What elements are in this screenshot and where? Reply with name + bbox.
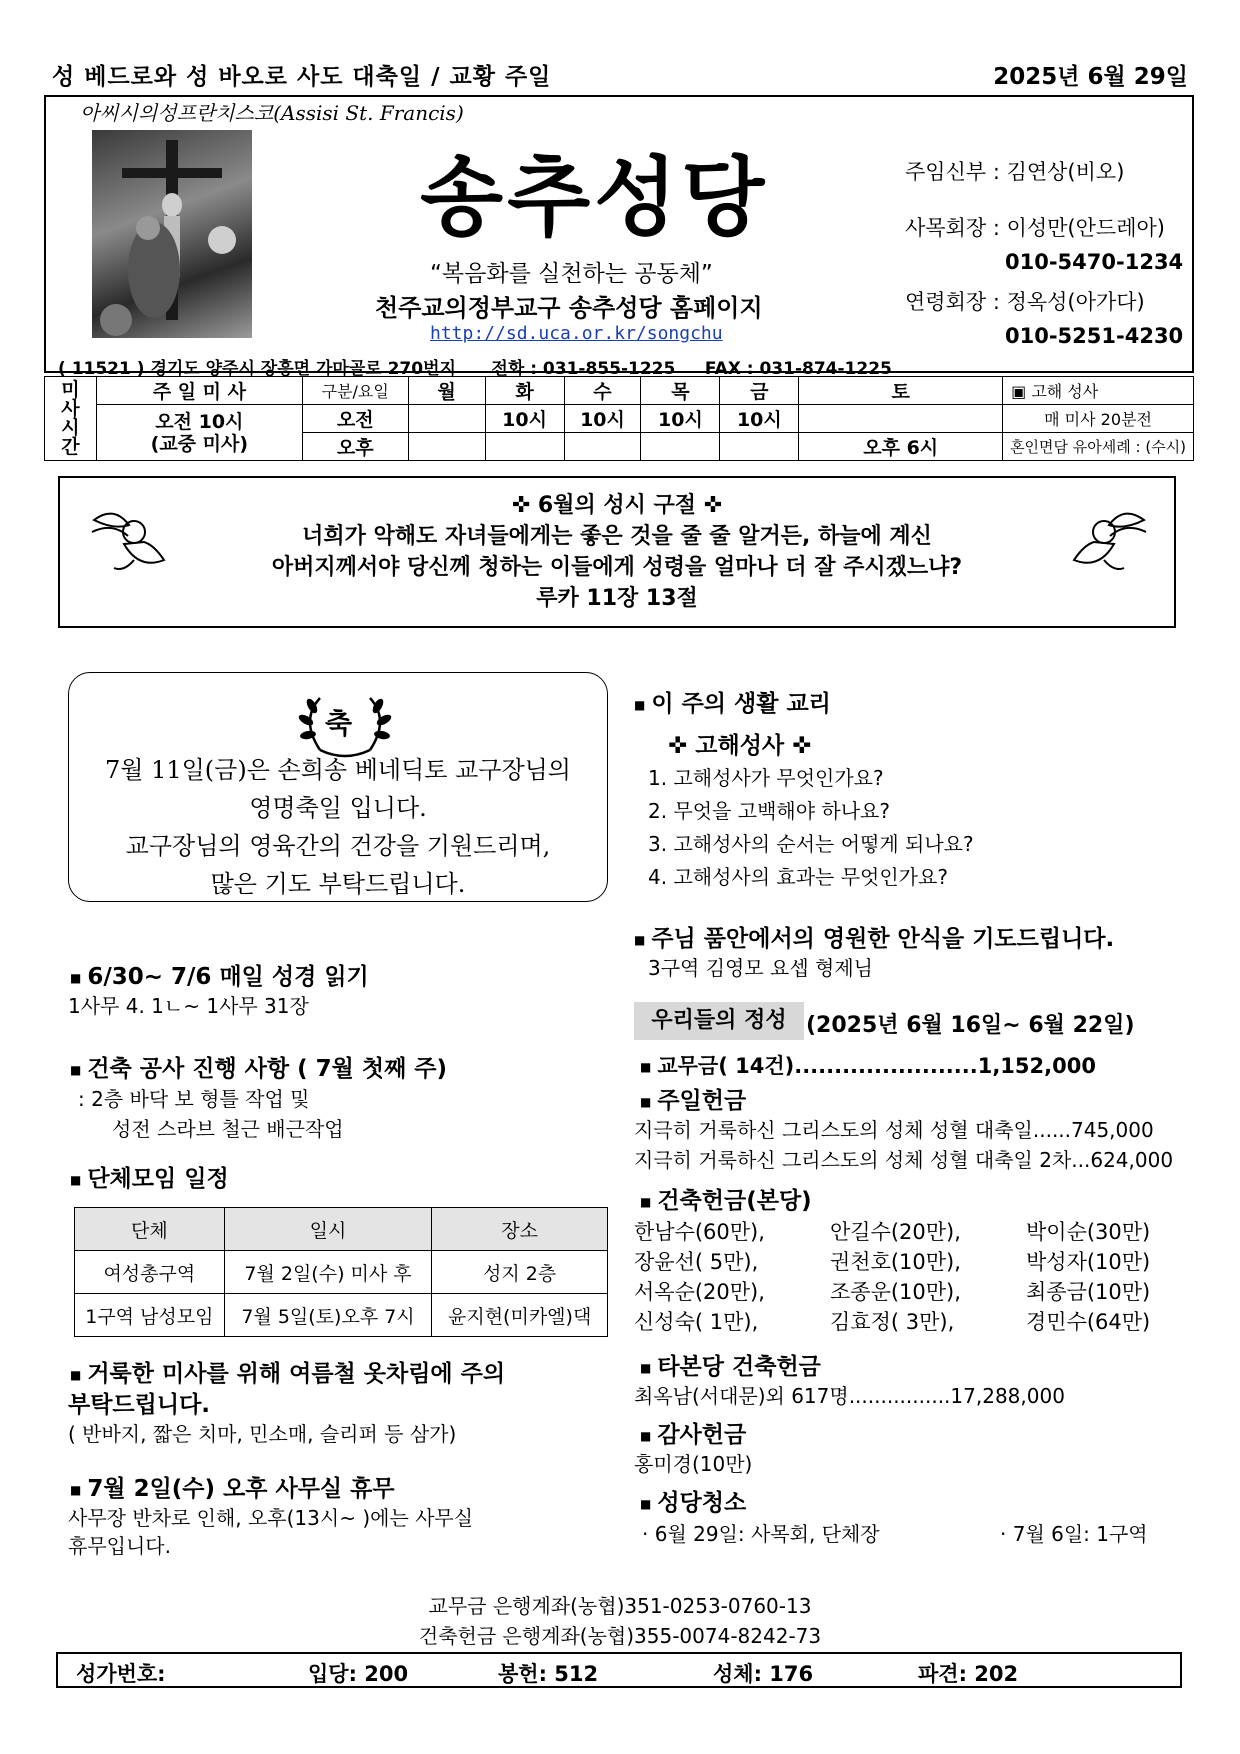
am-mon [408, 405, 485, 433]
cleaning-item-1: · 6월 29일: 사목회, 단체장 [642, 1522, 880, 1546]
list-item: 장윤선( 5만), [634, 1250, 759, 1274]
doctrine-item-3: 3. 고해성사의 순서는 어떻게 되나요? [648, 832, 974, 856]
hymn-label: 성가번호: [76, 1662, 166, 1686]
angel-right-icon [1064, 500, 1154, 580]
council-president: 사목회장 : 이성만(안드레아) [905, 216, 1165, 240]
doctrine-item-2: 2. 무엇을 고백해야 하나요? [648, 799, 890, 823]
building-donor-list [634, 1217, 1174, 1337]
monthly-verse-box [58, 476, 1176, 628]
sunday-mass-header: 주 일 미 사 [96, 377, 302, 405]
confession-title: ▣ 고해 성사 [1003, 377, 1194, 405]
list-item: 안길수(20만), [830, 1220, 961, 1244]
doctrine-title: ■ 이 주의 생활 교리 [634, 685, 831, 718]
day-wed: 수 [564, 377, 641, 405]
pm-fri [720, 433, 799, 461]
doctrine-item-1: 1. 고해성사가 무엇인가요? [648, 766, 884, 790]
day-mon: 월 [408, 377, 485, 405]
pm-sat: 오후 6시 [799, 433, 1003, 461]
day-tue: 화 [485, 377, 564, 405]
pm-wed [564, 433, 641, 461]
offering-period: (2025년 6월 16일~ 6월 22일) [806, 1013, 1135, 1038]
homepage-link[interactable]: http://sd.uca.or.kr/songchu [430, 323, 723, 344]
pm-tue [485, 433, 564, 461]
angel-left-icon [84, 500, 174, 580]
hymn-numbers-box [56, 1652, 1182, 1688]
dress-code-title-2: 부탁드립니다. [68, 1392, 211, 1418]
dress-code-text: ( 반바지, 짧은 치마, 민소매, 슬리퍼 등 삼가) [68, 1422, 457, 1446]
list-item: 한남수(60만), [634, 1220, 765, 1244]
construction-line-2: 성전 스라브 철근 배근작업 [112, 1117, 344, 1141]
crucifix-image [92, 130, 252, 338]
celebration-badge: 축 [325, 707, 353, 740]
repose-text: 3구역 김영모 요셉 형제님 [648, 956, 873, 980]
church-name: 송추성당 [420, 148, 769, 248]
day-sat: 토 [799, 377, 1003, 405]
list-item: 조종운(10만), [830, 1280, 961, 1304]
group-name: 여성총구역 [75, 1251, 225, 1294]
table-row [75, 1294, 608, 1337]
list-item: 경민수(64만) [1026, 1310, 1151, 1334]
pastor: 주임신부 : 김연상(비오) [905, 160, 1125, 184]
am-fri: 10시 [720, 405, 799, 433]
construction-title: ■ 건축 공사 진행 사항 ( 7월 첫째 주) [70, 1050, 447, 1083]
pm-mon [408, 433, 485, 461]
list-item: 박이순(30만) [1026, 1220, 1151, 1244]
confession-time: 매 미사 20분전 [1003, 405, 1194, 433]
am-tue: 10시 [485, 405, 564, 433]
am-thu: 10시 [641, 405, 720, 433]
group-name: 1구역 남성모임 [75, 1294, 225, 1337]
bank-account-kyomu: 교무금 은행계좌(농협)351-0253-0760-13 [428, 1594, 812, 1618]
patron-painting [92, 130, 252, 338]
day-fri: 금 [720, 377, 799, 405]
doctrine-item-4: 4. 고해성사의 효과는 무엇인가요? [648, 865, 948, 889]
dress-code-title-1: ■ 거룩한 미사를 위해 여름철 옷차림에 주의 [70, 1355, 505, 1388]
pm-thu [641, 433, 720, 461]
church-address: ( 11521 ) 경기도 양주시 장흥면 가마골로 270번지 전화 : 031-855-1225 FAX : 031-874-1225 [58, 359, 892, 379]
celebration-line-4: 많은 기도 부탁드립니다. [210, 870, 466, 898]
am-label: 오전 [302, 405, 408, 433]
table-row [75, 1251, 608, 1294]
other-parish-building-title: ■ 타본당 건축헌금 [640, 1348, 821, 1381]
list-item: 신성숙( 1만), [634, 1310, 759, 1334]
group-place: 윤지현(미카엘)댁 [432, 1294, 608, 1337]
kyomu-line: ■ 교무금( 14건).......................1,152,000 [640, 1050, 1096, 1080]
celebration-line-2: 영명축일 입니다. [249, 794, 427, 822]
doctrine-subtitle: ✜ 고해성사 ✜ [668, 733, 812, 759]
verse-line-2: 아버지께서야 당신께 청하는 이들에게 성령을 얼마나 더 잘 주시겠느냐? [271, 555, 963, 580]
division-header: 구분/요일 [302, 377, 408, 405]
diocese-homepage-label: 천주교의정부교구 송추성당 홈페이지 [375, 294, 763, 322]
list-item: 김효정( 3만), [830, 1310, 955, 1334]
bank-account-building: 건축헌금 은행계좌(농협)355-0074-8242-73 [418, 1624, 822, 1648]
construction-line-1: : 2층 바닥 보 형틀 작업 및 [78, 1087, 310, 1111]
group-place: 성지 2층 [432, 1251, 608, 1294]
thanksgiving-title: ■ 감사헌금 [640, 1416, 746, 1449]
group-datetime: 7월 5일(토)오후 7시 [224, 1294, 432, 1337]
hymn-offertory: 봉헌: 512 [498, 1662, 599, 1686]
sunday-offering-line-2: 지극히 거룩하신 그리스도의 성체 성혈 대축일 2차...624,000 [634, 1148, 1174, 1172]
consult-note: 혼인면담 유아세례 : (수시) [1003, 433, 1194, 461]
bulletin-date: 2025년 6월 29일 [993, 64, 1188, 90]
group-header-place: 장소 [432, 1208, 608, 1251]
group-header-group: 단체 [75, 1208, 225, 1251]
offering-label: 우리들의 정성 [634, 1002, 804, 1040]
bible-reading-title: ■ 6/30~ 7/6 매일 성경 읽기 [70, 958, 369, 991]
celebration-line-1: 7월 11일(금)은 손희송 베네딕토 교구장님의 [105, 756, 571, 784]
sunday-offering-title: ■ 주일헌금 [640, 1082, 746, 1115]
hymn-communion: 성체: 176 [713, 1662, 814, 1686]
list-item: 서옥순(20만), [634, 1280, 765, 1304]
cleaning-item-2: · 7월 6일: 1구역 [1000, 1522, 1148, 1546]
hymn-entrance: 입당: 200 [308, 1662, 409, 1686]
group-header-datetime: 일시 [224, 1208, 432, 1251]
group-datetime: 7월 2일(수) 미사 후 [224, 1251, 432, 1294]
pm-label: 오후 [302, 433, 408, 461]
verse-reference: 루카 11장 13절 [536, 586, 698, 611]
am-wed: 10시 [564, 405, 641, 433]
patron-saint: 아씨시의성프란치스코(Assisi St. Francis) [80, 101, 464, 125]
day-thu: 목 [641, 377, 720, 405]
seniors-president: 연령회장 : 정옥성(아가다) [905, 290, 1145, 314]
group-schedule-title: ■ 단체모임 일정 [70, 1160, 229, 1193]
building-fund-title: ■ 건축헌금(본당) [640, 1182, 812, 1215]
hymn-dismissal: 파견: 202 [918, 1662, 1019, 1686]
office-closed-title: ■ 7월 2일(수) 오후 사무실 휴무 [70, 1470, 395, 1503]
repose-title: ■ 주님 품안에서의 영원한 안식을 기도드립니다. [634, 920, 1114, 953]
office-closed-line-1: 사무장 반차로 인해, 오후(13시~ )에는 사무실 [68, 1506, 474, 1530]
office-closed-line-2: 휴무입니다. [68, 1534, 171, 1558]
list-item: 박성자(10만) [1026, 1250, 1151, 1274]
verse-title: ✜ 6월의 성시 구절 ✜ [511, 493, 723, 518]
verse-line-1: 너희가 악해도 자녀들에게는 좋은 것을 줄 줄 알거든, 하늘에 계신 [302, 524, 932, 549]
celebration-line-3: 교구장님의 영육간의 건강을 기원드리며, [125, 832, 551, 860]
mass-side-label: 미 사 시 간 [45, 377, 97, 461]
seniors-phone: 010-5251-4230 [1005, 324, 1184, 348]
group-schedule-table [74, 1207, 608, 1337]
other-parish-building-text: 최옥남(서대문)외 617명................17,288,000 [634, 1384, 1065, 1408]
bible-reading-text: 1사무 4. 1ㄴ~ 1사무 31장 [68, 994, 309, 1018]
list-item: 권천호(10만), [830, 1250, 961, 1274]
feast-title: 성 베드로와 성 바오로 사도 대축일 / 교황 주일 [52, 64, 552, 90]
am-sat [799, 405, 1003, 433]
council-phone: 010-5470-1234 [1005, 250, 1184, 274]
mass-schedule-table [44, 376, 1194, 461]
sunday-mass-time: 오전 10시 (교중 미사) [96, 405, 302, 461]
sunday-offering-line-1: 지극히 거룩하신 그리스도의 성체 성혈 대축일......745,000 [634, 1118, 1154, 1142]
cleaning-title: ■ 성당청소 [640, 1484, 746, 1517]
list-item: 최종금(10만) [1026, 1280, 1151, 1304]
church-motto: “복음화를 실천하는 공동체” [430, 261, 713, 287]
thanksgiving-text: 홍미경(10만) [634, 1452, 753, 1476]
